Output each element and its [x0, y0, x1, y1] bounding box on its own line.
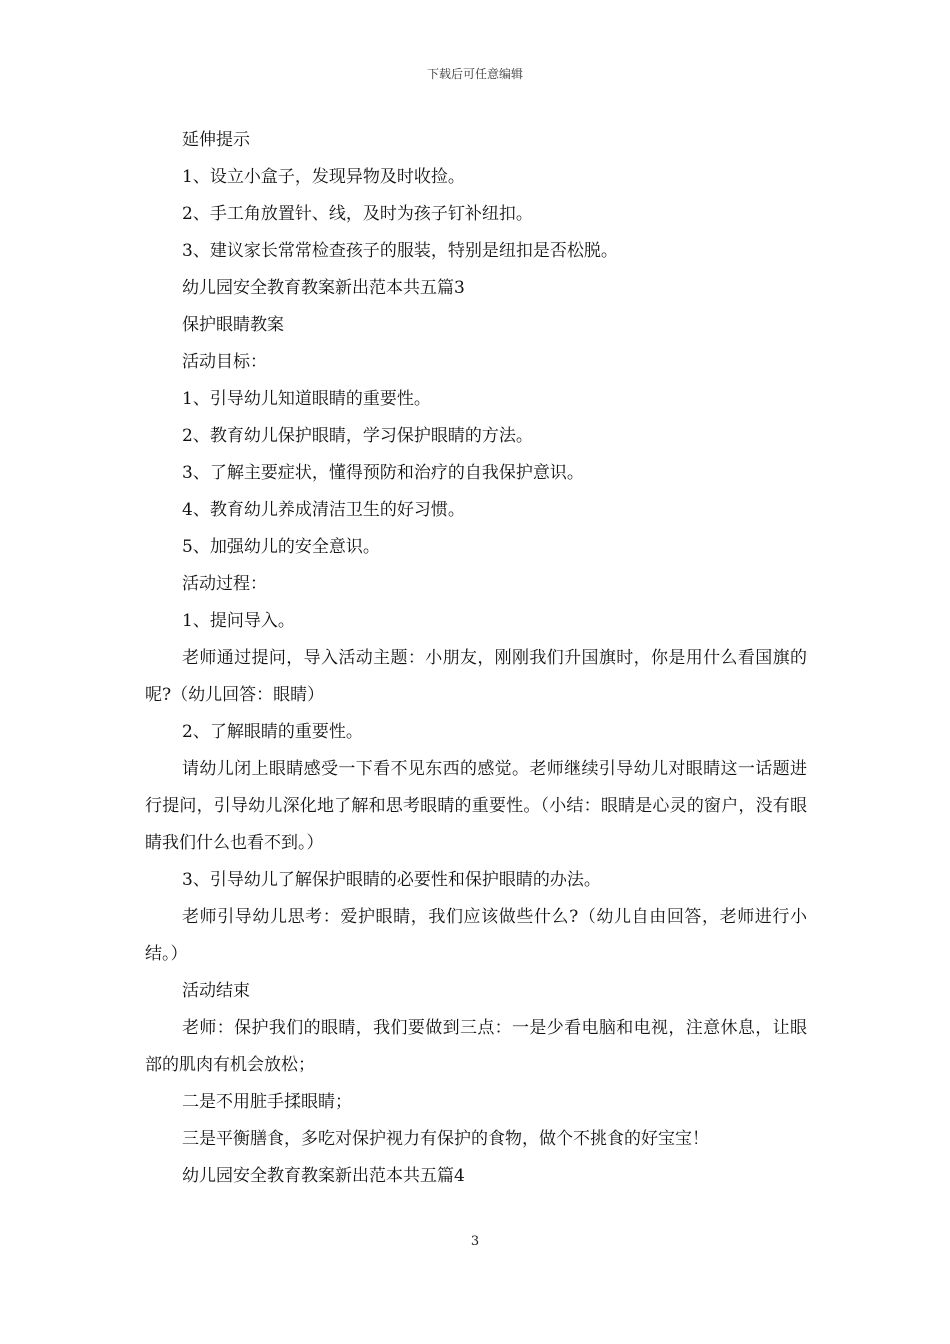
process-step-1-detail: 老师通过提问，导入活动主题：小朋友，刚刚我们升国旗时，你是用什么看国旗的呢?（幼儿回答：眼睛）	[145, 648, 807, 705]
section-title-4: 幼儿园安全教育教案新出范本共五篇4	[182, 1166, 465, 1186]
paragraph-extension-tips-heading: 延伸提示	[182, 130, 250, 150]
process-step-1: 1、提问导入。	[182, 611, 295, 631]
goal-item-2: 2、教育幼儿保护眼睛，学习保护眼睛的方法。	[182, 426, 533, 446]
activity-end-detail: 老师：保护我们的眼睛，我们要做到三点：一是少看电脑和电视，注意休息，让眼部的肌肉有机会放松；	[145, 1018, 807, 1075]
activity-process-heading: 活动过程：	[182, 574, 267, 594]
activity-goals-heading: 活动目标：	[182, 352, 267, 372]
section-title-3: 幼儿园安全教育教案新出范本共五篇3	[182, 278, 465, 298]
goal-item-4: 4、教育幼儿养成清洁卫生的好习惯。	[182, 500, 465, 520]
goal-item-3: 3、了解主要症状，懂得预防和治疗的自我保护意识。	[182, 463, 584, 483]
process-step-2-detail: 请幼儿闭上眼睛感受一下看不见东西的感觉。老师继续引导幼儿对眼睛这一话题进行提问，引导幼儿深化地了解和思考眼睛的重要性。（小结：眼睛是心灵的窗户，没有眼睛我们什么也看不到。）	[145, 759, 807, 853]
paragraph-tip-3: 3、建议家长常常检查孩子的服装，特别是纽扣是否松脱。	[182, 241, 618, 261]
page-number: 3	[470, 1234, 480, 1249]
goal-item-1: 1、引导幼儿知道眼睛的重要性。	[182, 389, 431, 409]
paragraph-tip-2: 2、手工角放置针、线，及时为孩子钉补纽扣。	[182, 204, 533, 224]
paragraph-tip-1: 1、设立小盒子，发现异物及时收捡。	[182, 167, 465, 187]
activity-end-heading: 活动结束	[182, 981, 250, 1001]
process-step-3-detail: 老师引导幼儿思考：爱护眼睛，我们应该做些什么?（幼儿自由回答，老师进行小结。）	[145, 907, 807, 964]
process-step-3: 3、引导幼儿了解保护眼睛的必要性和保护眼睛的办法。	[182, 870, 601, 890]
lesson-title: 保护眼睛教案	[182, 315, 284, 335]
document-body	[145, 122, 807, 1195]
goal-item-5: 5、加强幼儿的安全意识。	[182, 537, 380, 557]
page-header: 下载后可任意编辑	[426, 67, 523, 81]
activity-end-point-2: 二是不用脏手揉眼睛；	[182, 1092, 352, 1112]
activity-end-point-3: 三是平衡膳食，多吃对保护视力有保护的食物，做个不挑食的好宝宝！	[182, 1129, 709, 1149]
process-step-2: 2、了解眼睛的重要性。	[182, 722, 363, 742]
